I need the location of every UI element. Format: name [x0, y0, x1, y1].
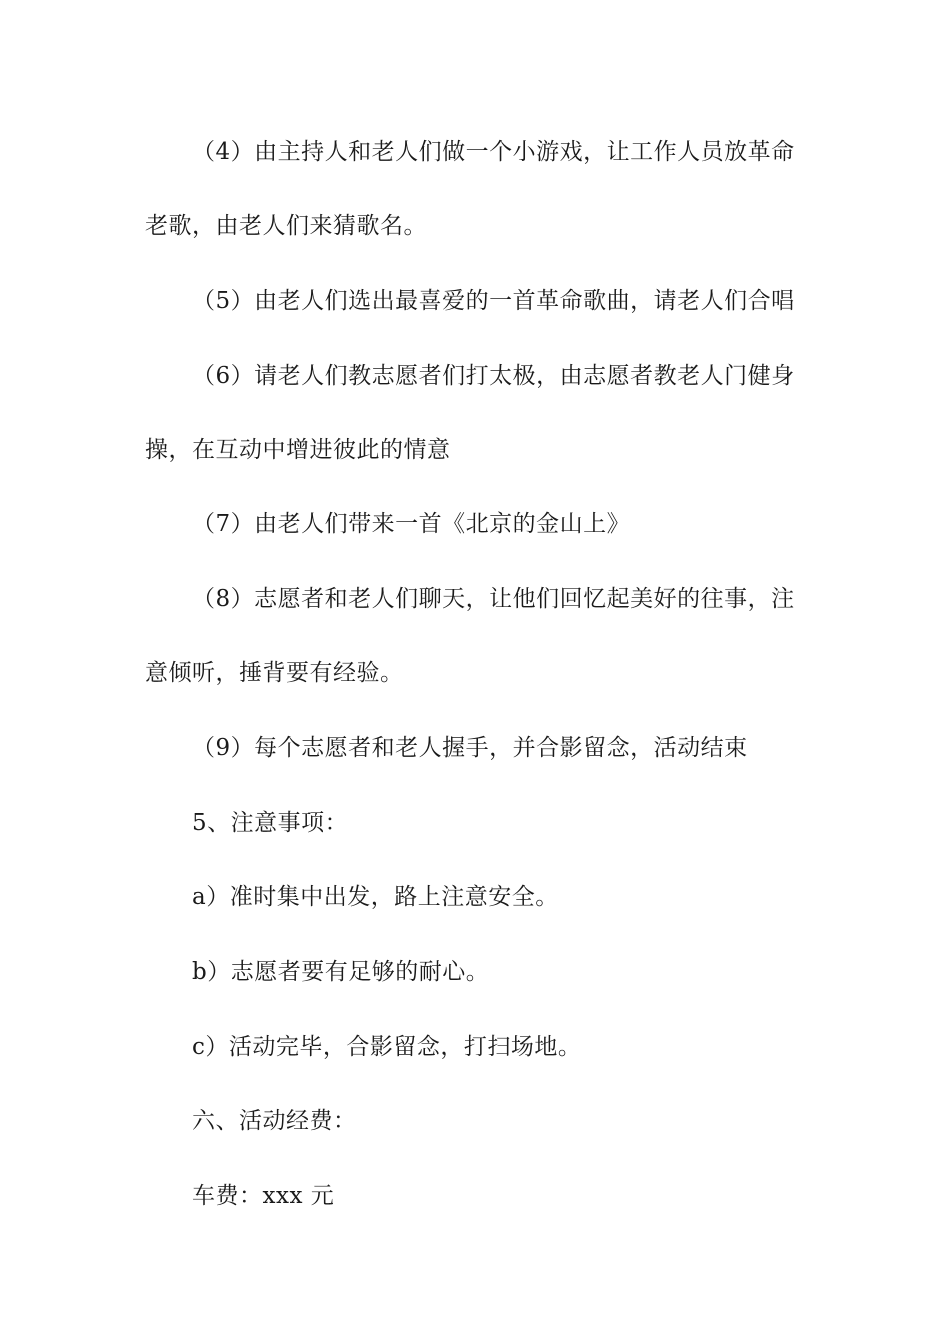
section-heading-budget: 六、活动经费：: [192, 1108, 357, 1134]
note-item-b: b）志愿者要有足够的耐心。: [192, 959, 490, 985]
paragraph-item-6-line-2: 操，在互动中增进彼此的情意: [145, 437, 451, 463]
paragraph-item-5: （5）由老人们选出最喜爱的一首革命歌曲，请老人们合唱: [192, 288, 795, 314]
section-heading-notes: 5、注意事项：: [192, 810, 349, 836]
paragraph-item-6-line-1: （6）请老人们教志愿者们打太极，由志愿者教老人门健身: [192, 363, 795, 389]
paragraph-item-4-line-1: （4）由主持人和老人们做一个小游戏，让工作人员放革命: [192, 139, 795, 165]
paragraph-item-7: （7）由老人们带来一首《北京的金山上》: [192, 511, 631, 537]
note-item-c: c）活动完毕，合影留念，打扫场地。: [192, 1034, 582, 1060]
note-item-a: a）准时集中出发，路上注意安全。: [192, 884, 559, 910]
paragraph-item-8-line-2: 意倾听，捶背要有经验。: [145, 660, 404, 686]
paragraph-item-4-line-2: 老歌，由老人们来猜歌名。: [145, 213, 427, 239]
budget-item-transport: 车费：xxx 元: [192, 1183, 335, 1209]
paragraph-item-8-line-1: （8）志愿者和老人们聊天，让他们回忆起美好的往事，注: [192, 586, 795, 612]
paragraph-item-9: （9）每个志愿者和老人握手，并合影留念，活动结束: [192, 735, 748, 761]
